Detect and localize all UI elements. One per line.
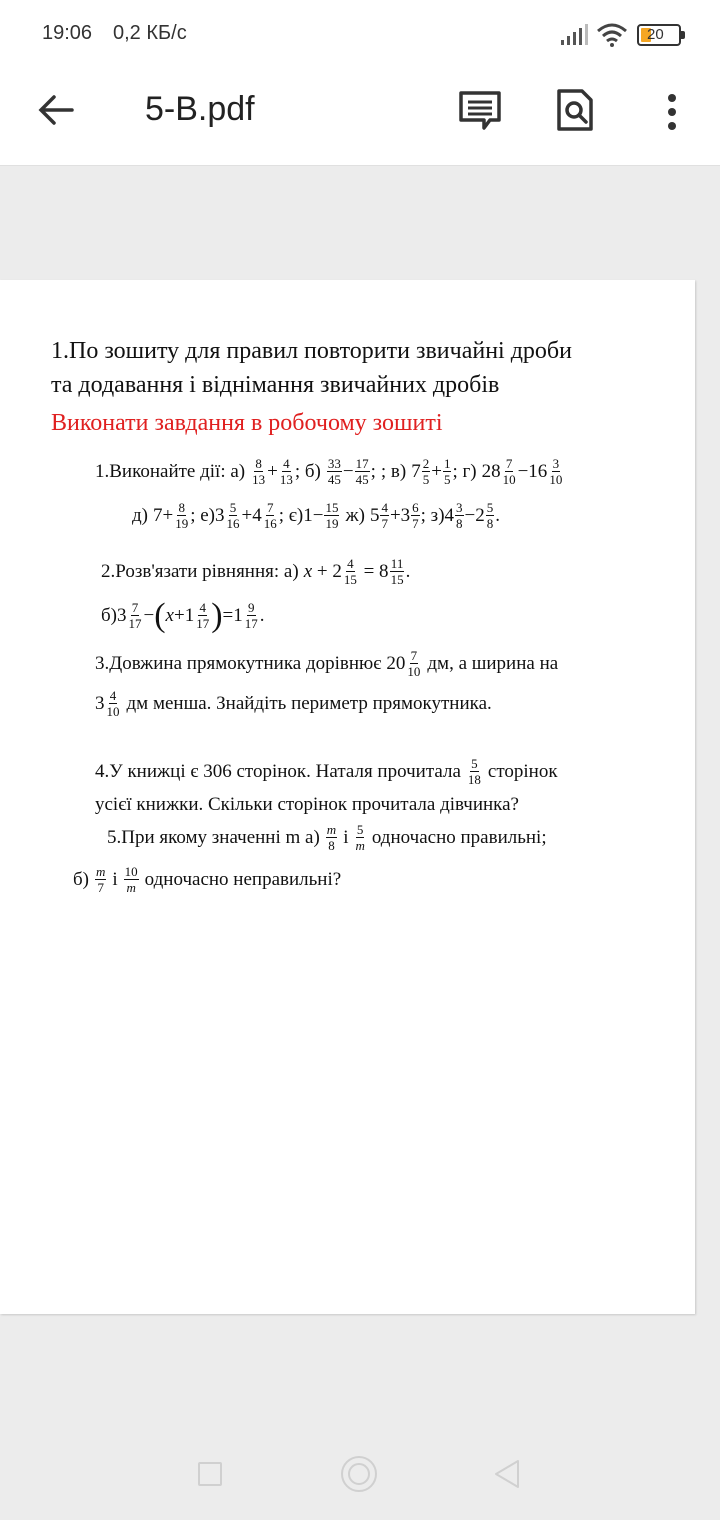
task1-g-label: ; г) xyxy=(452,460,477,482)
heading-line-2: та додавання і віднімання звичайних дробів xyxy=(51,372,500,398)
task4-line2 xyxy=(95,794,519,816)
task3-line1: 3.Довжина прямокутника дорівнює 20 $\frac{7}{10}$ дм, а ширина на xyxy=(95,648,559,679)
comment-icon[interactable] xyxy=(458,90,502,132)
task5-and-1: і xyxy=(343,826,349,848)
pdf-page xyxy=(0,280,695,1314)
task3-text-1: 3.Довжина прямокутника дорівнює xyxy=(95,652,382,674)
task5-and-2: і xyxy=(112,868,118,890)
task1-zh-label: ж) xyxy=(345,504,365,526)
arrow-left-icon[interactable] xyxy=(36,90,76,130)
task2-line1: 2.Розв'язати рівняння: а) x + 2 $\frac{4}{15}$ = 8 $\frac{11}{15}$ . xyxy=(101,556,411,587)
circle-home-icon[interactable] xyxy=(341,1456,377,1492)
task1-b-label: ; б) xyxy=(294,460,321,482)
wifi-icon xyxy=(596,22,628,48)
task2-line2: б) 3 $\frac{7}{17}$ − ( x +1 $\frac{4}{17}$ ) =1 $\frac{9}{17}$ . xyxy=(101,596,265,634)
task1-v-label: ; в) xyxy=(380,460,407,482)
task5-text-1: 5.При якому значенні m а) xyxy=(107,826,320,848)
battery-icon xyxy=(637,24,681,46)
task1-d-label: д) xyxy=(132,504,148,526)
task1-ye-label: ; є) xyxy=(278,504,304,526)
app-bar xyxy=(0,68,720,166)
status-time: 19:06 xyxy=(42,22,93,44)
task4-text-2: сторінок xyxy=(487,760,558,782)
triangle-back-icon[interactable] xyxy=(492,1458,522,1490)
task2-b-label: б) xyxy=(101,604,117,626)
task1-label: 1.Виконайте дії: а) xyxy=(95,460,246,482)
task3-line2: 3 $\frac{4}{10}$ дм менша. Знайдіть периметр прямокутника. xyxy=(95,688,492,719)
status-network-speed: 0,2 КБ/с xyxy=(113,22,187,44)
task5-line1: 5.При якому значенні m а) $\frac{m}{8}$ і $\frac{5}{m}$ одночасно правильні; xyxy=(107,822,547,853)
task4-line1: 4.У книжці є 306 сторінок. Наталя прочитала $\frac{5}{18}$ сторінок xyxy=(95,756,558,787)
task1-line1: 1.Виконайте дії: а) $\frac{8}{13}$ + $\frac{4}{13}$ ; б) $\frac{33}{45}$ − $\frac{17}{45}$ ; ; в) 7 $\frac{2}{5}$ + $\frac{1}{5}$ ; г) 28 $\frac{7}{10}$ −16 $\frac{3}{10}$ xyxy=(95,456,563,487)
status-bar xyxy=(0,0,720,68)
task5-text-3: одночасно неправильні? xyxy=(144,868,342,890)
red-instruction: Виконати завдання в робочому зошиті xyxy=(51,410,443,436)
navigation-bar xyxy=(0,1430,720,1520)
more-vert-icon[interactable] xyxy=(660,92,684,132)
task4-text-3: усієї книжки. Скільки сторінок прочитала дівчинка? xyxy=(95,794,519,815)
task5-line2: б) $\frac{m}{7}$ і $\frac{10}{m}$ одночасно неправильні? xyxy=(73,864,342,895)
task1-line2: д) 7+ $\frac{8}{19}$ ; е) 3 $\frac{5}{16}$ +4 $\frac{7}{16}$ ; є) 1− $\frac{15}{19}$ ж) 5 $\frac{4}{7}$ +3 $\frac{6}{7}$ ; з) 4 $\frac{3}{8}$ −2 $\frac{5}{8}$ . xyxy=(132,500,500,531)
task5-b-label: б) xyxy=(73,868,89,890)
task1-e-label: ; е) xyxy=(190,504,216,526)
heading-line-1: 1.По зошиту для правил повторити звичайні дроби xyxy=(51,338,572,364)
signal-icon xyxy=(560,24,588,46)
battery-level: 20 xyxy=(647,26,664,43)
task5-text-2: одночасно правильні; xyxy=(371,826,547,848)
document-search-icon[interactable] xyxy=(556,88,594,132)
task3-text-2: дм, а ширина на xyxy=(427,652,559,674)
task2-label: 2.Розв'язати рівняння: а) xyxy=(101,560,299,582)
square-icon[interactable] xyxy=(198,1462,222,1486)
task1-z-label: ; з) xyxy=(420,504,445,526)
task4-text-1: 4.У книжці є 306 сторінок. Наталя прочитала xyxy=(95,760,461,782)
document-title: 5-В.pdf xyxy=(145,90,255,128)
task3-text-3: дм менша. Знайдіть периметр прямокутника. xyxy=(126,692,492,714)
